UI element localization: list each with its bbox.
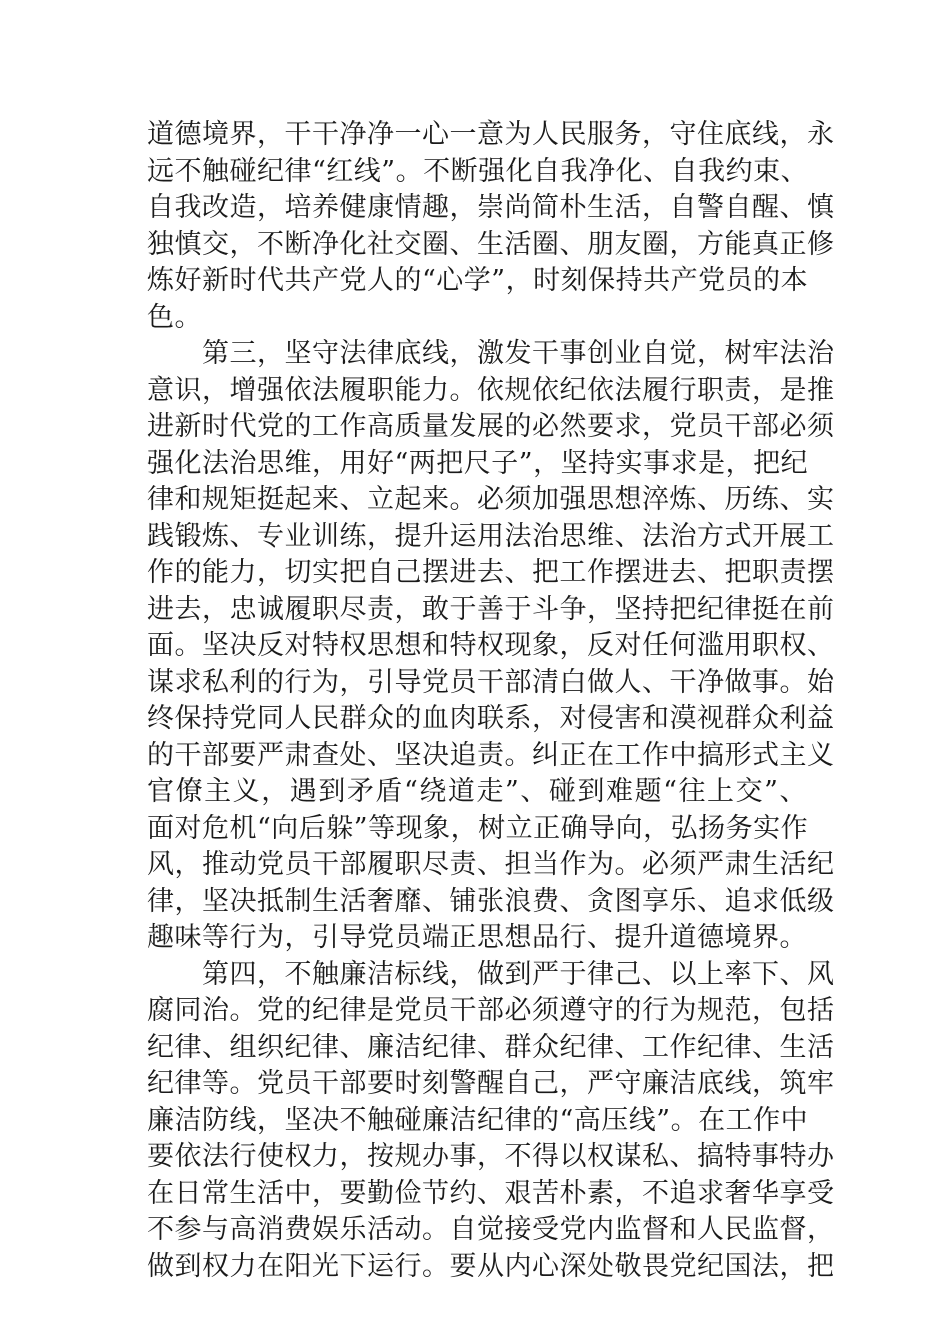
text-line: 不参与高消费娱乐活动。自觉接受党内监督和人民监督， [147,1214,835,1245]
text-line: 的干部要严肃查处、坚决追责。纠正在工作中搞形式主义 [147,739,835,771]
text-line: 趣味等行为，引导党员端正思想品行、提升道德境界。 [147,922,807,953]
text-line: 面对危机“向后躲”等现象，树立正确导向，弘扬务实作 [147,812,809,844]
text-line: 意识，增强依法履职能力。依规依纪依法履行职责，是推 [147,374,835,406]
text-line: 做到权力在阳光下运行。要从内心深处敬畏党纪国法，把 [147,1250,835,1282]
text-line: 官僚主义，遇到矛盾“绕道走”、碰到难题“往上交”、 [147,776,807,807]
text-line: 进新时代党的工作高质量发展的必然要求，党员干部必须 [147,411,835,442]
text-line: 腐同治。党的纪律是党员干部必须遵守的行为规范，包括 [147,995,835,1026]
text-line: 要依法行使权力，按规办事，不得以权谋私、搞特事特办 [147,1141,835,1172]
text-line: 道德境界，干干净净一心一意为人民服务，守住底线，永 [147,119,835,150]
body-text [147,117,835,1285]
text-line: 践锻炼、专业训练，提升运用法治思维、法治方式开展工 [147,520,835,552]
text-line: 自我改造，培养健康情趣，崇尚简朴生活，自警自醒、慎 [147,192,835,223]
text-line: 纪律等。党员干部要时刻警醒自己，严守廉洁底线，筑牢 [147,1068,835,1099]
text-line: 强化法治思维，用好“两把尺子”，坚持实事求是，把纪 [147,447,809,479]
text-line: 风，推动党员干部履职尽责、担当作为。必须严肃生活纪 [147,849,835,880]
text-line: 第四，不触廉洁标线，做到严于律己、以上率下、风 [147,958,835,990]
text-line: 终保持党同人民群众的血肉联系，对侵害和漠视群众利益 [147,703,835,734]
text-line: 面。坚决反对特权思想和特权现象，反对任何滥用职权、 [147,630,835,661]
text-line: 远不触碰纪律“红线”。不断强化自我净化、自我约束、 [147,155,809,187]
text-line: 炼好新时代共产党人的“心学”，时刻保持共产党员的本 [147,265,809,296]
text-line: 色。 [147,301,202,333]
text-line: 律和规矩挺起来、立起来。必须加强思想淬炼、历练、实 [147,484,835,515]
text-line: 谋求私利的行为，引导党员干部清白做人、干净做事。始 [147,666,835,698]
text-line: 纪律、组织纪律、廉洁纪律、群众纪律、工作纪律、生活 [147,1031,835,1063]
text-line: 律，坚决抵制生活奢靡、铺张浪费、贪图享乐、追求低级 [147,885,835,917]
text-line: 独慎交，不断净化社交圈、生活圈、朋友圈，方能真正修 [147,228,835,260]
text-line: 在日常生活中，要勤俭节约、艰苦朴素，不追求奢华享受 [147,1177,835,1209]
text-line: 廉洁防线，坚决不触碰廉洁纪律的“高压线”。在工作中 [147,1104,809,1136]
text-line: 作的能力，切实把自己摆进去、把工作摆进去、把职责摆 [147,557,835,588]
text-line: 第三，坚守法律底线，激发干事创业自觉，树牢法治 [147,338,835,369]
text-line: 进去，忠诚履职尽责，敢于善于斗争，坚持把纪律挺在前 [147,593,835,625]
